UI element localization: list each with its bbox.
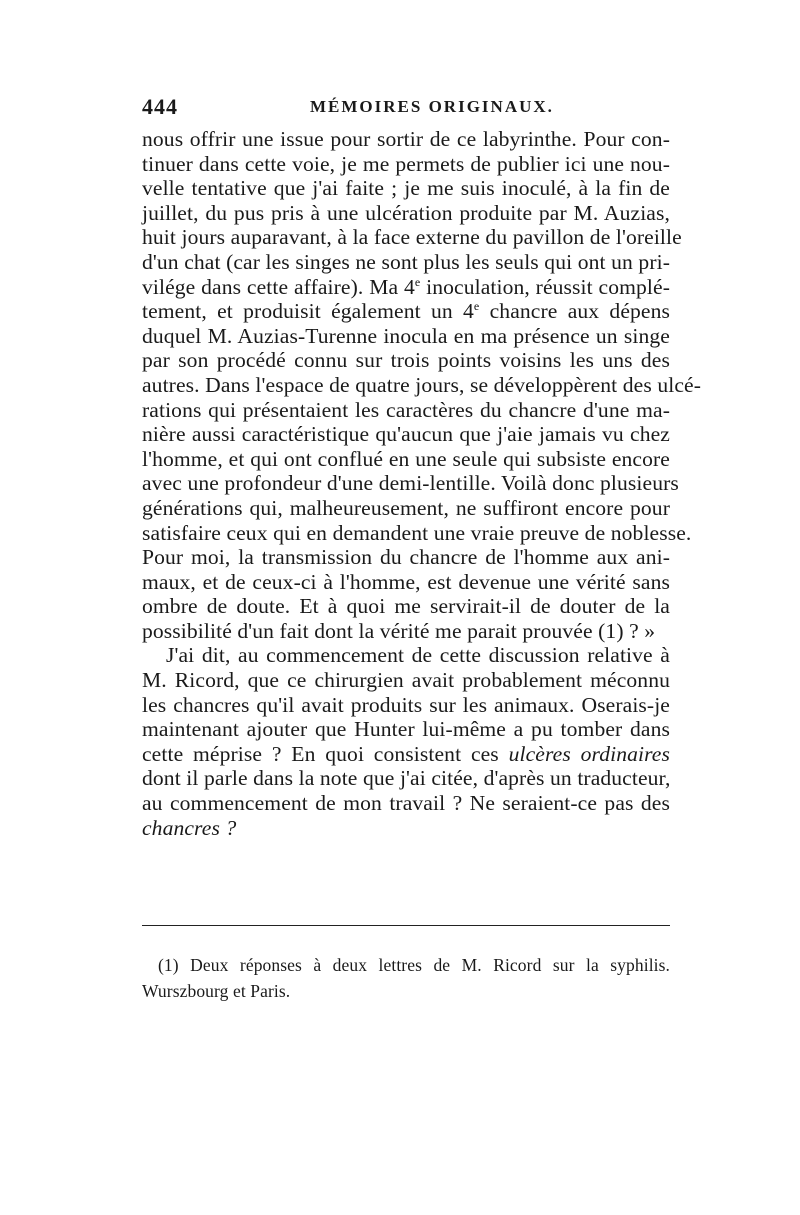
- text-line: velle tentative que j'ai faite ; je me suis inoculé, à la fin de: [142, 176, 670, 201]
- text-line: maux, et de ceux-ci à l'homme, est devenue une vérité sans: [142, 569, 670, 594]
- footnote-line: (1) Deux réponses à deux lettres de M. Ricord sur la syphilis.: [158, 955, 670, 975]
- text-line: possibilité d'un fait dont la vérité me parait prouvée (1) ? »: [142, 618, 656, 643]
- text-line: les chancres qu'il avait produits sur les animaux. Oserais-je: [142, 692, 670, 717]
- superscript: e: [414, 274, 421, 289]
- text-line: J'ai dit, au commencement de cette discussion relative à: [166, 643, 670, 668]
- text-line: avec une profondeur d'une demi-lentille. Voilà donc plusieurs: [142, 471, 679, 496]
- footnote: [142, 952, 670, 1004]
- footnote-line: Wurszbourg et Paris.: [142, 981, 291, 1001]
- text-segment: chancre aux dépens: [479, 299, 670, 324]
- text-line: l'homme, et qui ont conflué en une seule qui subsiste encore: [142, 446, 670, 471]
- text-line: rations qui présentaient les caractères du chancre d'une ma-: [142, 397, 670, 422]
- text-line: dont il parle dans la note que j'ai citée, d'après un traducteur,: [142, 766, 671, 791]
- italic-phrase: chancres ?: [142, 815, 237, 840]
- text-segment: inoculation, réussit complé-: [420, 274, 670, 299]
- text-segment: tement, et produisit également un 4: [142, 299, 474, 324]
- italic-phrase: ulcères ordinaires: [508, 741, 670, 766]
- text-line: M. Ricord, que ce chirurgien avait probablement méconnu: [142, 668, 670, 693]
- text-line: huit jours auparavant, à la face externe du pavillon de l'oreille: [142, 225, 682, 250]
- text-line-composite: [142, 299, 670, 324]
- running-title: MÉMOIRES ORIGINAUX.: [310, 97, 554, 116]
- text-segment: vilége dans cette affaire). Ma 4: [142, 274, 415, 299]
- text-line: générations qui, malheureusement, ne suffiront encore pour: [142, 495, 670, 520]
- text-line: au commencement de mon travail ? Ne seraient-ce pas des: [142, 791, 670, 816]
- text-line: nous offrir une issue pour sortir de ce labyrinthe. Pour con-: [142, 127, 670, 151]
- text-line: d'un chat (car les singes ne sont plus les seuls qui ont un pri-: [142, 249, 670, 274]
- text-line: maintenant ajouter que Hunter lui-même a pu tomber dans: [142, 717, 670, 742]
- text-line: ombre de doute. Et à quoi me servirait-il de douter de la: [142, 594, 670, 619]
- text-line: satisfaire ceux qui en demandent une vraie preuve de noblesse.: [142, 520, 692, 545]
- text-line: tinuer dans cette voie, je me permets de publier ici une nou-: [142, 151, 670, 176]
- text-line-composite: [142, 275, 670, 300]
- text-line: autres. Dans l'espace de quatre jours, se développèrent des ulcé-: [142, 372, 702, 397]
- text-segment: cette méprise ? En quoi consistent ces: [142, 741, 509, 766]
- footnote-divider: [142, 925, 670, 926]
- text-line: Pour moi, la transmission du chancre de l'homme aux ani-: [142, 545, 670, 570]
- text-line-composite: [142, 742, 670, 767]
- body-text: [142, 127, 702, 840]
- text-line: nière aussi caractéristique qu'aucun que j'aie jamais vu chez: [142, 422, 670, 447]
- text-line: par son procédé connu sur trois points voisins les uns des: [142, 348, 670, 373]
- text-line: duquel M. Auzias-Turenne inocula en ma présence un singe: [142, 323, 670, 348]
- page-header: [142, 94, 670, 124]
- page-number: 444: [142, 94, 178, 119]
- text-line: juillet, du pus pris à une ulcération produite par M. Auzias,: [142, 200, 670, 225]
- text-line-italic: [142, 816, 670, 841]
- superscript: e: [473, 298, 480, 313]
